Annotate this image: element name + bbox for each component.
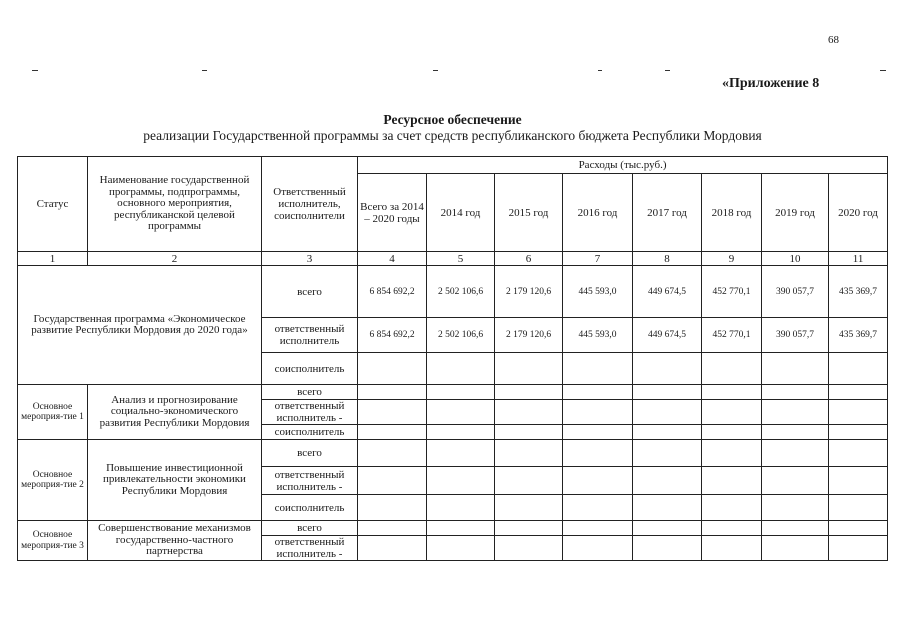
value-cell: 2 502 106,6 (427, 318, 495, 353)
scan-dash (598, 70, 602, 71)
value-cell (702, 353, 762, 385)
header-year: 2017 год (633, 174, 702, 252)
value-cell (563, 385, 633, 400)
column-number: 6 (495, 252, 563, 266)
header-status: Статус (18, 157, 88, 252)
value-cell: 6 854 692,2 (358, 266, 427, 318)
value-cell (762, 440, 829, 467)
value-cell: 2 179 120,6 (495, 318, 563, 353)
value-cell (563, 425, 633, 440)
row-label: всего (262, 266, 358, 318)
value-cell (358, 385, 427, 400)
header-year: 2016 год (563, 174, 633, 252)
table-row (18, 440, 888, 467)
value-cell (427, 536, 495, 561)
value-cell (563, 400, 633, 425)
value-cell (633, 536, 702, 561)
value-cell (633, 467, 702, 495)
table-row (18, 385, 888, 400)
value-cell (762, 353, 829, 385)
column-number: 10 (762, 252, 829, 266)
header-year: 2020 год (829, 174, 888, 252)
value-cell (702, 425, 762, 440)
column-number: 4 (358, 252, 427, 266)
resource-table (17, 156, 888, 561)
value-cell (829, 521, 888, 536)
row-label: ответственный исполнитель (262, 318, 358, 353)
row-label: соисполнитель (262, 495, 358, 521)
value-cell (633, 440, 702, 467)
value-cell (829, 385, 888, 400)
column-number: 9 (702, 252, 762, 266)
column-number: 8 (633, 252, 702, 266)
value-cell (495, 353, 563, 385)
value-cell (427, 400, 495, 425)
activity-name: Анализ и прогнозирование социально-экономического развития Республики Мордовия (88, 385, 262, 440)
value-cell (427, 385, 495, 400)
column-number: 11 (829, 252, 888, 266)
activity-status: Основное мероприя-тие 2 (18, 440, 88, 521)
value-cell (702, 521, 762, 536)
value-cell (495, 521, 563, 536)
value-cell (702, 536, 762, 561)
value-cell: 452 770,1 (702, 318, 762, 353)
value-cell (495, 440, 563, 467)
page-number: 68 (828, 34, 839, 46)
value-cell (495, 467, 563, 495)
value-cell: 445 593,0 (563, 266, 633, 318)
value-cell: 390 057,7 (762, 318, 829, 353)
value-cell: 452 770,1 (702, 266, 762, 318)
appendix-label: «Приложение 8 (722, 76, 820, 91)
column-number: 1 (18, 252, 88, 266)
row-label: всего (262, 385, 358, 400)
value-cell: 2 179 120,6 (495, 266, 563, 318)
scan-dash (202, 70, 207, 71)
row-label: всего (262, 440, 358, 467)
header-responsible: Ответственный исполнитель, соисполнители (262, 157, 358, 252)
value-cell: 449 674,5 (633, 266, 702, 318)
value-cell (427, 353, 495, 385)
column-number: 2 (88, 252, 262, 266)
value-cell (563, 536, 633, 561)
value-cell (762, 495, 829, 521)
value-cell (358, 536, 427, 561)
value-cell: 435 369,7 (829, 266, 888, 318)
scan-dash (880, 70, 886, 71)
value-cell (563, 495, 633, 521)
value-cell (358, 425, 427, 440)
value-cell (633, 385, 702, 400)
value-cell (829, 536, 888, 561)
value-cell: 390 057,7 (762, 266, 829, 318)
scan-dash (433, 70, 438, 71)
value-cell: 435 369,7 (829, 318, 888, 353)
table-row (18, 521, 888, 536)
value-cell (495, 425, 563, 440)
value-cell (358, 495, 427, 521)
value-cell (702, 467, 762, 495)
value-cell (829, 495, 888, 521)
column-number: 3 (262, 252, 358, 266)
value-cell (829, 400, 888, 425)
value-cell: 6 854 692,2 (358, 318, 427, 353)
value-cell (702, 440, 762, 467)
header-total: Всего за 2014 – 2020 годы (358, 174, 427, 252)
row-label: соисполнитель (262, 425, 358, 440)
scan-dash (32, 70, 38, 71)
value-cell (702, 495, 762, 521)
value-cell (762, 400, 829, 425)
header-year: 2015 год (495, 174, 563, 252)
program-name: Государственная программа «Экономическое развитие Республики Мордовия до 2020 года» (18, 266, 262, 385)
value-cell (427, 440, 495, 467)
value-cell (762, 467, 829, 495)
document-subtitle: реализации Государственной программы за счет средств республиканского бюджета Республики Мордовия (143, 128, 762, 143)
activity-status: Основное мероприя-тие 1 (18, 385, 88, 440)
value-cell (762, 425, 829, 440)
value-cell (427, 521, 495, 536)
value-cell: 449 674,5 (633, 318, 702, 353)
value-cell (762, 385, 829, 400)
value-cell (829, 353, 888, 385)
activity-name: Повышение инвестиционной привлекательности экономики Республики Мордовия (88, 440, 262, 521)
value-cell (563, 440, 633, 467)
header-year: 2018 год (702, 174, 762, 252)
header-expenses: Расходы (тыс.руб.) (358, 157, 888, 174)
scan-dash (665, 70, 670, 71)
value-cell (829, 467, 888, 495)
row-label: всего (262, 521, 358, 536)
column-number-row (18, 252, 888, 266)
value-cell (762, 536, 829, 561)
value-cell (495, 536, 563, 561)
value-cell (702, 400, 762, 425)
value-cell (762, 521, 829, 536)
value-cell (427, 495, 495, 521)
value-cell: 445 593,0 (563, 318, 633, 353)
value-cell (358, 353, 427, 385)
value-cell (358, 521, 427, 536)
value-cell (702, 385, 762, 400)
header-year: 2019 год (762, 174, 829, 252)
value-cell (495, 495, 563, 521)
value-cell (633, 425, 702, 440)
document-title: Ресурсное обеспечение (383, 112, 522, 127)
value-cell (358, 440, 427, 467)
value-cell: 2 502 106,6 (427, 266, 495, 318)
value-cell (633, 495, 702, 521)
column-number: 7 (563, 252, 633, 266)
value-cell (495, 385, 563, 400)
table-row (18, 266, 888, 318)
row-label: ответственный исполнитель - (262, 467, 358, 495)
value-cell (495, 400, 563, 425)
value-cell (427, 467, 495, 495)
value-cell (358, 467, 427, 495)
value-cell (633, 400, 702, 425)
header-name: Наименование государственной программы, подпрограммы, основного мероприятия, республиканской целевой программы (88, 157, 262, 252)
value-cell (829, 425, 888, 440)
header-year: 2014 год (427, 174, 495, 252)
row-label: ответственный исполнитель - (262, 536, 358, 561)
row-label: ответственный исполнитель - (262, 400, 358, 425)
row-label: соисполнитель (262, 353, 358, 385)
activity-status: Основное мероприя-тие 3 (18, 521, 88, 561)
activity-name: Совершенствование механизмов государственно-частного партнерства (88, 521, 262, 561)
value-cell (358, 400, 427, 425)
value-cell (829, 440, 888, 467)
value-cell (633, 521, 702, 536)
value-cell (563, 353, 633, 385)
value-cell (633, 353, 702, 385)
value-cell (563, 521, 633, 536)
value-cell (563, 467, 633, 495)
value-cell (427, 425, 495, 440)
column-number: 5 (427, 252, 495, 266)
